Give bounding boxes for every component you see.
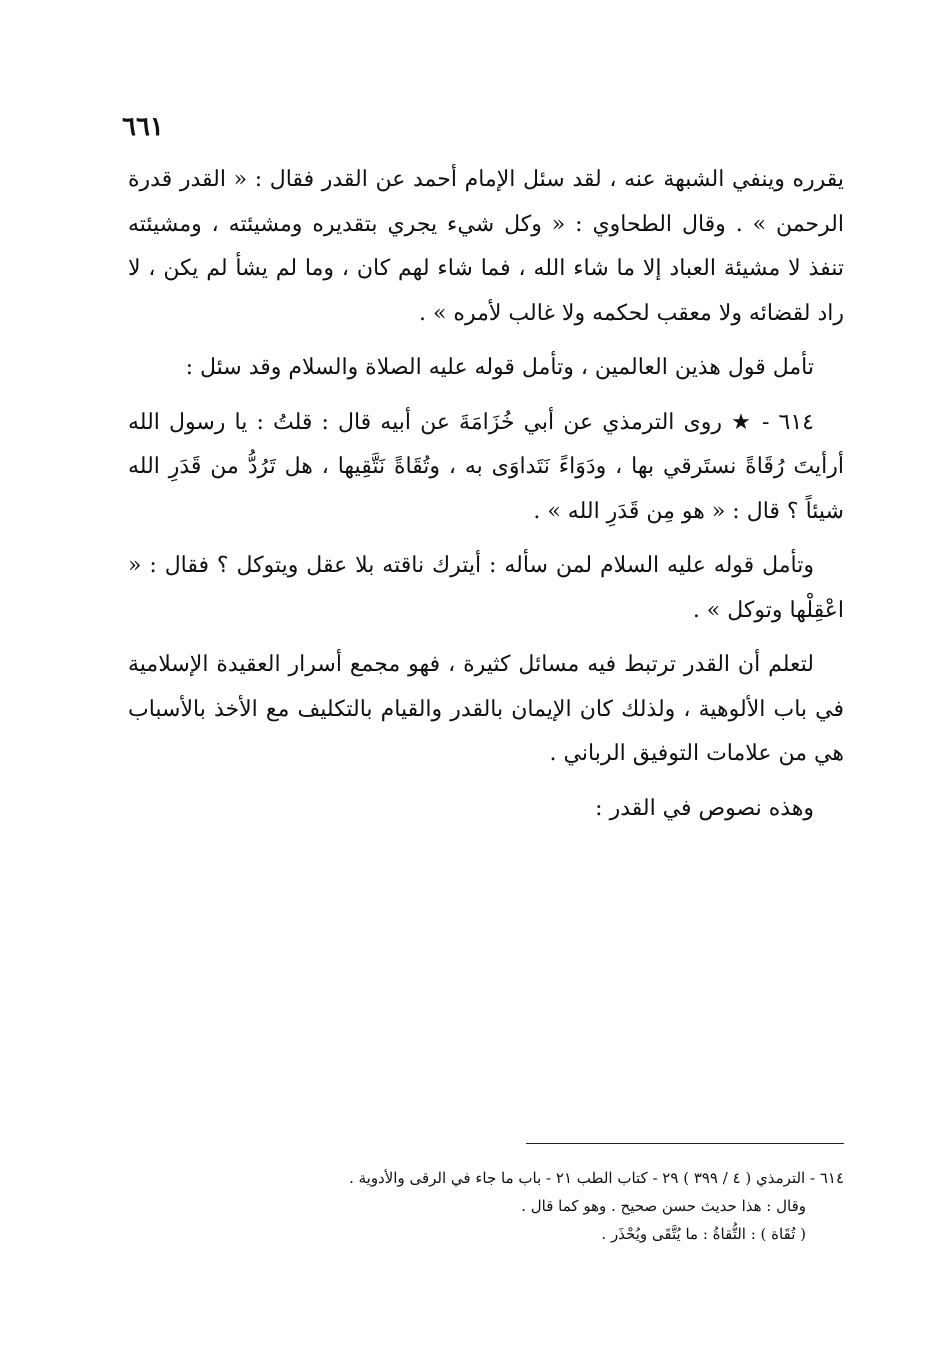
paragraph-reflection: تأمل قول هذين العالمين ، وتأمل قوله عليه الصلاة والسلام وقد سئل : [185, 355, 814, 380]
paragraph-texts-intro: وهذه نصوص في القدر : [595, 795, 814, 821]
paragraph-conclusion: لتعلم أن القدر ترتبط فيه مسائل كثيرة ، فهو مجمع أسرار العقيدة الإسلامية في باب الألوهية ، ولذلك كان الإيمان بالقدر والقيام بالتكليف مع الأخذ بالأسباب هي من علامات التوفيق الرباني . [128, 652, 844, 766]
footnotes [300, 1164, 844, 1248]
paragraph-camel-hadith: وتأمل قوله عليه السلام لمن سأله : أيترك ناقته بلا عقل ويتوكل ؟ فقال : « اعْقِلْها وتوكل » . [128, 553, 844, 623]
footnote-divider [526, 1143, 844, 1144]
page-number: ٦٦١ [122, 112, 164, 142]
paragraph-continuation: يقرره وينفي الشبهة عنه ، لقد سئل الإمام أحمد عن القدر فقال : « القدر قدرة الرحمن » . وقال الطحاوي : « وكل شيء يجري بتقديره ومشيئته ، ومشيئته تنفذ لا مشيئة العباد إلا ما شاء الله ، فما شاء لهم كان ، وما لم يشأ لم يكن ، لا راد لقضائه ولا معقب لحكمه ولا غالب لأمره » . [128, 167, 844, 326]
footnote-line: ٦١٤ - الترمذي ( ٤ / ٣٩٩ ) ٢٩ - كتاب الطب ٢١ - باب ما جاء في الرقى والأدوية . [349, 1169, 844, 1187]
paragraph-hadith-614: ٦١٤ - ★ روى الترمذي عن أبي خُزَامَةَ عن أبيه قال : قلتُ : يا رسول الله أرأيتَ رُقَاةً نستَرقي بها ، ودَوَاءً نَتَداوَى به ، وتُقَاةً نَتَّقِيها ، هل تَرُدُّ من قَدَرِ الله شيئاً ؟ قال : « هو مِن قَدَرِ الله » . [128, 409, 844, 524]
footnote-line: وقال : هذا حديث حسن صحيح . وهو كما قال . [521, 1197, 806, 1215]
main-text [128, 158, 844, 841]
footnote-line: ( تُقَاة ) : التُّقاةُ : ما يُتَّقَى ويُحْذَر . [601, 1225, 806, 1243]
